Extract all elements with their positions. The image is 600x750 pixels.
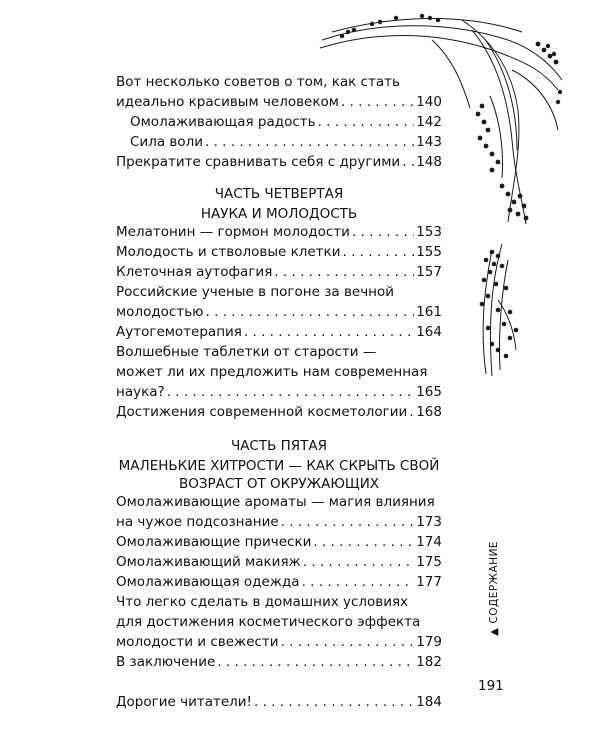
toc-entry[interactable] [116, 572, 442, 592]
toc-entry-title: для достижения косметического эффекта [116, 614, 421, 630]
toc-entry-page: 177 [416, 574, 442, 590]
toc-entry-title: Омолаживающие ароматы — магия влияния [116, 494, 435, 510]
toc-entry[interactable] [116, 282, 442, 302]
toc-entry-title: Дорогие читатели! [116, 694, 252, 710]
toc-entry[interactable] [116, 342, 442, 362]
toc-entry-page: 173 [416, 514, 442, 530]
toc-entry[interactable] [116, 322, 442, 342]
toc-leader-dots [303, 552, 414, 572]
toc-leader-dots [274, 262, 414, 282]
toc-entry-title: молодостью [116, 304, 204, 320]
toc-entry[interactable] [116, 132, 442, 152]
toc-entry[interactable] [116, 512, 442, 532]
toc-entry-title: Волшебные таблетки от старости — [116, 344, 377, 360]
toc-entry-title: Омолаживающий макияж [116, 554, 301, 570]
toc-entry[interactable] [116, 92, 442, 112]
toc-entry-title: наука? [116, 384, 165, 400]
toc-leader-dots [167, 382, 415, 402]
toc-entry[interactable] [116, 552, 442, 572]
toc-entry-page: 155 [416, 244, 442, 260]
toc-entry[interactable] [116, 692, 442, 712]
toc-entry-page: 165 [416, 384, 442, 400]
toc-leader-dots [409, 402, 414, 422]
toc-leader-dots [313, 532, 414, 552]
toc-entry[interactable] [116, 532, 442, 552]
toc-entry-title: Омолаживающая одежда [116, 574, 300, 590]
toc-leader-dots [254, 692, 414, 712]
toc-entry[interactable] [116, 72, 442, 92]
toc-entry-page: 164 [416, 324, 442, 340]
toc-entry-title: Вот несколько советов о том, как стать [116, 74, 400, 90]
toc-entry-title: Клеточная аутофагия [116, 264, 273, 280]
toc-entry-page: 161 [416, 304, 442, 320]
toc-entry-title: Достижения современной косметологии [116, 404, 408, 420]
toc-entry-title: может ли их предложить нам современная [116, 364, 428, 380]
toc-entry-title: идеально красивым человеком [116, 94, 339, 110]
toc-entry-page: 175 [416, 554, 442, 570]
page-number: 191 [478, 678, 504, 694]
toc-entry-title: Аутогемотерапия [116, 324, 242, 340]
toc-leader-dots [217, 652, 414, 672]
toc-entry[interactable] [116, 492, 442, 512]
toc-entry-page: 153 [416, 224, 442, 240]
toc-leader-dots [244, 322, 414, 342]
toc-entry-page: 142 [416, 114, 442, 130]
toc-entry[interactable] [116, 222, 442, 242]
toc-entry-title: Молодость и стволовые клетки [116, 244, 341, 260]
triangle-marker-icon: ▲ [488, 627, 500, 636]
toc-entry-page: 174 [416, 534, 442, 550]
part-4-label: ЧАСТЬ ЧЕТВЕРТАЯ [214, 186, 344, 202]
toc-entry[interactable] [116, 632, 442, 652]
part-5-title-line-1: МАЛЕНЬКИЕ ХИТРОСТИ — КАК СКРЫТЬ СВОЙ [118, 458, 440, 474]
vine-ornament-middle-icon [462, 240, 532, 380]
toc-entry-page: 148 [416, 154, 442, 170]
toc-entry-page: 168 [416, 404, 442, 420]
toc-entry-page: 140 [416, 94, 442, 110]
toc-entry-page: 179 [416, 634, 442, 650]
toc-leader-dots [281, 632, 415, 652]
toc-entry-page: 182 [416, 654, 442, 670]
toc-entry-title: В заключение [116, 654, 216, 670]
toc-leader-dots [352, 222, 414, 242]
toc-leader-dots [206, 302, 415, 322]
part-4-title: НАУКА И МОЛОДОСТЬ [200, 206, 358, 222]
toc-entry[interactable] [116, 402, 442, 422]
toc-leader-dots [342, 242, 414, 262]
toc-leader-dots [281, 512, 415, 532]
toc-entry-title: Омолаживающая радость [130, 114, 316, 130]
toc-entry[interactable] [116, 612, 442, 632]
toc-entry-title: на чужое подсознание [116, 514, 279, 530]
toc-entry[interactable] [116, 152, 442, 172]
toc-entry-title: Российские ученые в погоне за вечной [116, 284, 395, 300]
toc-leader-dots [205, 132, 414, 152]
toc-entry-title: Прекратите сравнивать себя с другими [116, 154, 401, 170]
toc-entry[interactable] [116, 262, 442, 282]
toc-leader-dots [341, 92, 414, 112]
toc-entry[interactable] [116, 302, 442, 322]
toc-entry-title: Что легко сделать в домашних условиях [116, 594, 409, 610]
toc-entry-title: Сила воли [130, 134, 204, 150]
toc-entry-title: молодости и свежести [116, 634, 279, 650]
toc-entry[interactable] [116, 362, 442, 382]
toc-entry[interactable] [116, 382, 442, 402]
toc-leader-dots [318, 112, 415, 132]
toc-entry-title: Мелатонин — гормон молодости [116, 224, 350, 240]
part-5-title-line-2: ВОЗРАСТ ОТ ОКРУЖАЮЩИХ [178, 476, 380, 492]
toc-entry-page: 143 [416, 134, 442, 150]
toc-entry-page: 184 [416, 694, 442, 710]
toc-entry[interactable] [116, 592, 442, 612]
toc-leader-dots [302, 572, 415, 592]
section-side-tab [478, 540, 500, 648]
toc-entry-title: Омолаживающие прически [116, 534, 312, 550]
side-tab-label: СОДЕРЖАНИЕ [488, 540, 500, 624]
toc-leader-dots [402, 152, 414, 172]
toc-entry-page: 157 [416, 264, 442, 280]
toc-entry[interactable] [116, 112, 442, 132]
toc-entry[interactable] [116, 652, 442, 672]
side-tab-text [488, 541, 500, 636]
toc-entry[interactable] [116, 242, 442, 262]
part-5-label: ЧАСТЬ ПЯТАЯ [230, 438, 328, 454]
